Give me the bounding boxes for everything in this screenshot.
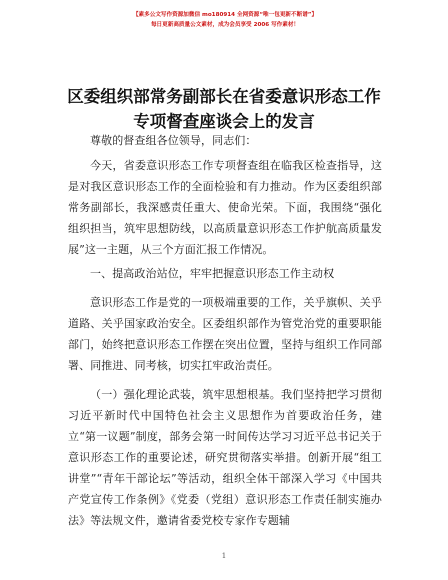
page-number: 1 [221, 552, 227, 560]
promo-banner-line-2: 每日更新高质量公文素材，成为会员享受 2006 写作素材！ [150, 22, 300, 28]
paragraph-section-1: 意识形态工作是党的一项极端重要的工作，关乎旗帜、关乎道路、关乎国家政治安全。区委组织部作为管党治党的重要职能部门，始终把意识形态工作摆在突出位置，坚持与组织工作同部署、同推进、同考核，切实扛牢政治责任。 [68, 296, 382, 372]
salutation: 尊敬的督查组各位领导，同志们： [90, 134, 257, 147]
document-title: 区委组织部常务副部长在省委意识形态工作专项督查座谈会上的发言 [67, 87, 381, 131]
paragraph-intro: 今天，省委意识形态工作专项督查组在临我区检查指导，这是对我区意识形态工作的全面检验和有力推动。作为区委组织部常务副部长，我深感责任重大、使命光荣。下面，我围绕“强化组织担当，筑牢思想防线，以高质量意识形态工作护航高质量发展”这一主题，从三个方面汇报工作情况。 [68, 159, 382, 256]
paragraph-subsection-1: （一）强化理论武装，筑牢思想根基。我们坚持把学习贯彻习近平新时代中国特色社会主义思想作为首要政治任务，建立“第一议题”制度，部务会第一时间传达学习习近平总书记关于意识形态工作的重要论述，研究贯彻落实举措。创新开展“组工讲堂”“青年干部论坛”等活动，组织全体干部深入学习《中国共产党宣传工作条例》《党委（党组）意识形态工作责任制实施办法》等法规文件，邀请省委党校专家作专题辅 [68, 388, 382, 527]
document-body [68, 130, 382, 531]
promo-banner [110, 10, 340, 30]
promo-banner-line-1: 【素多公文写作资源加微信 mo180914 全网资源“唯一包更新不断谱”】 [132, 12, 318, 18]
section-heading-1: 一、提高政治站位，牢牢把握意识形态工作主动权 [90, 267, 335, 280]
